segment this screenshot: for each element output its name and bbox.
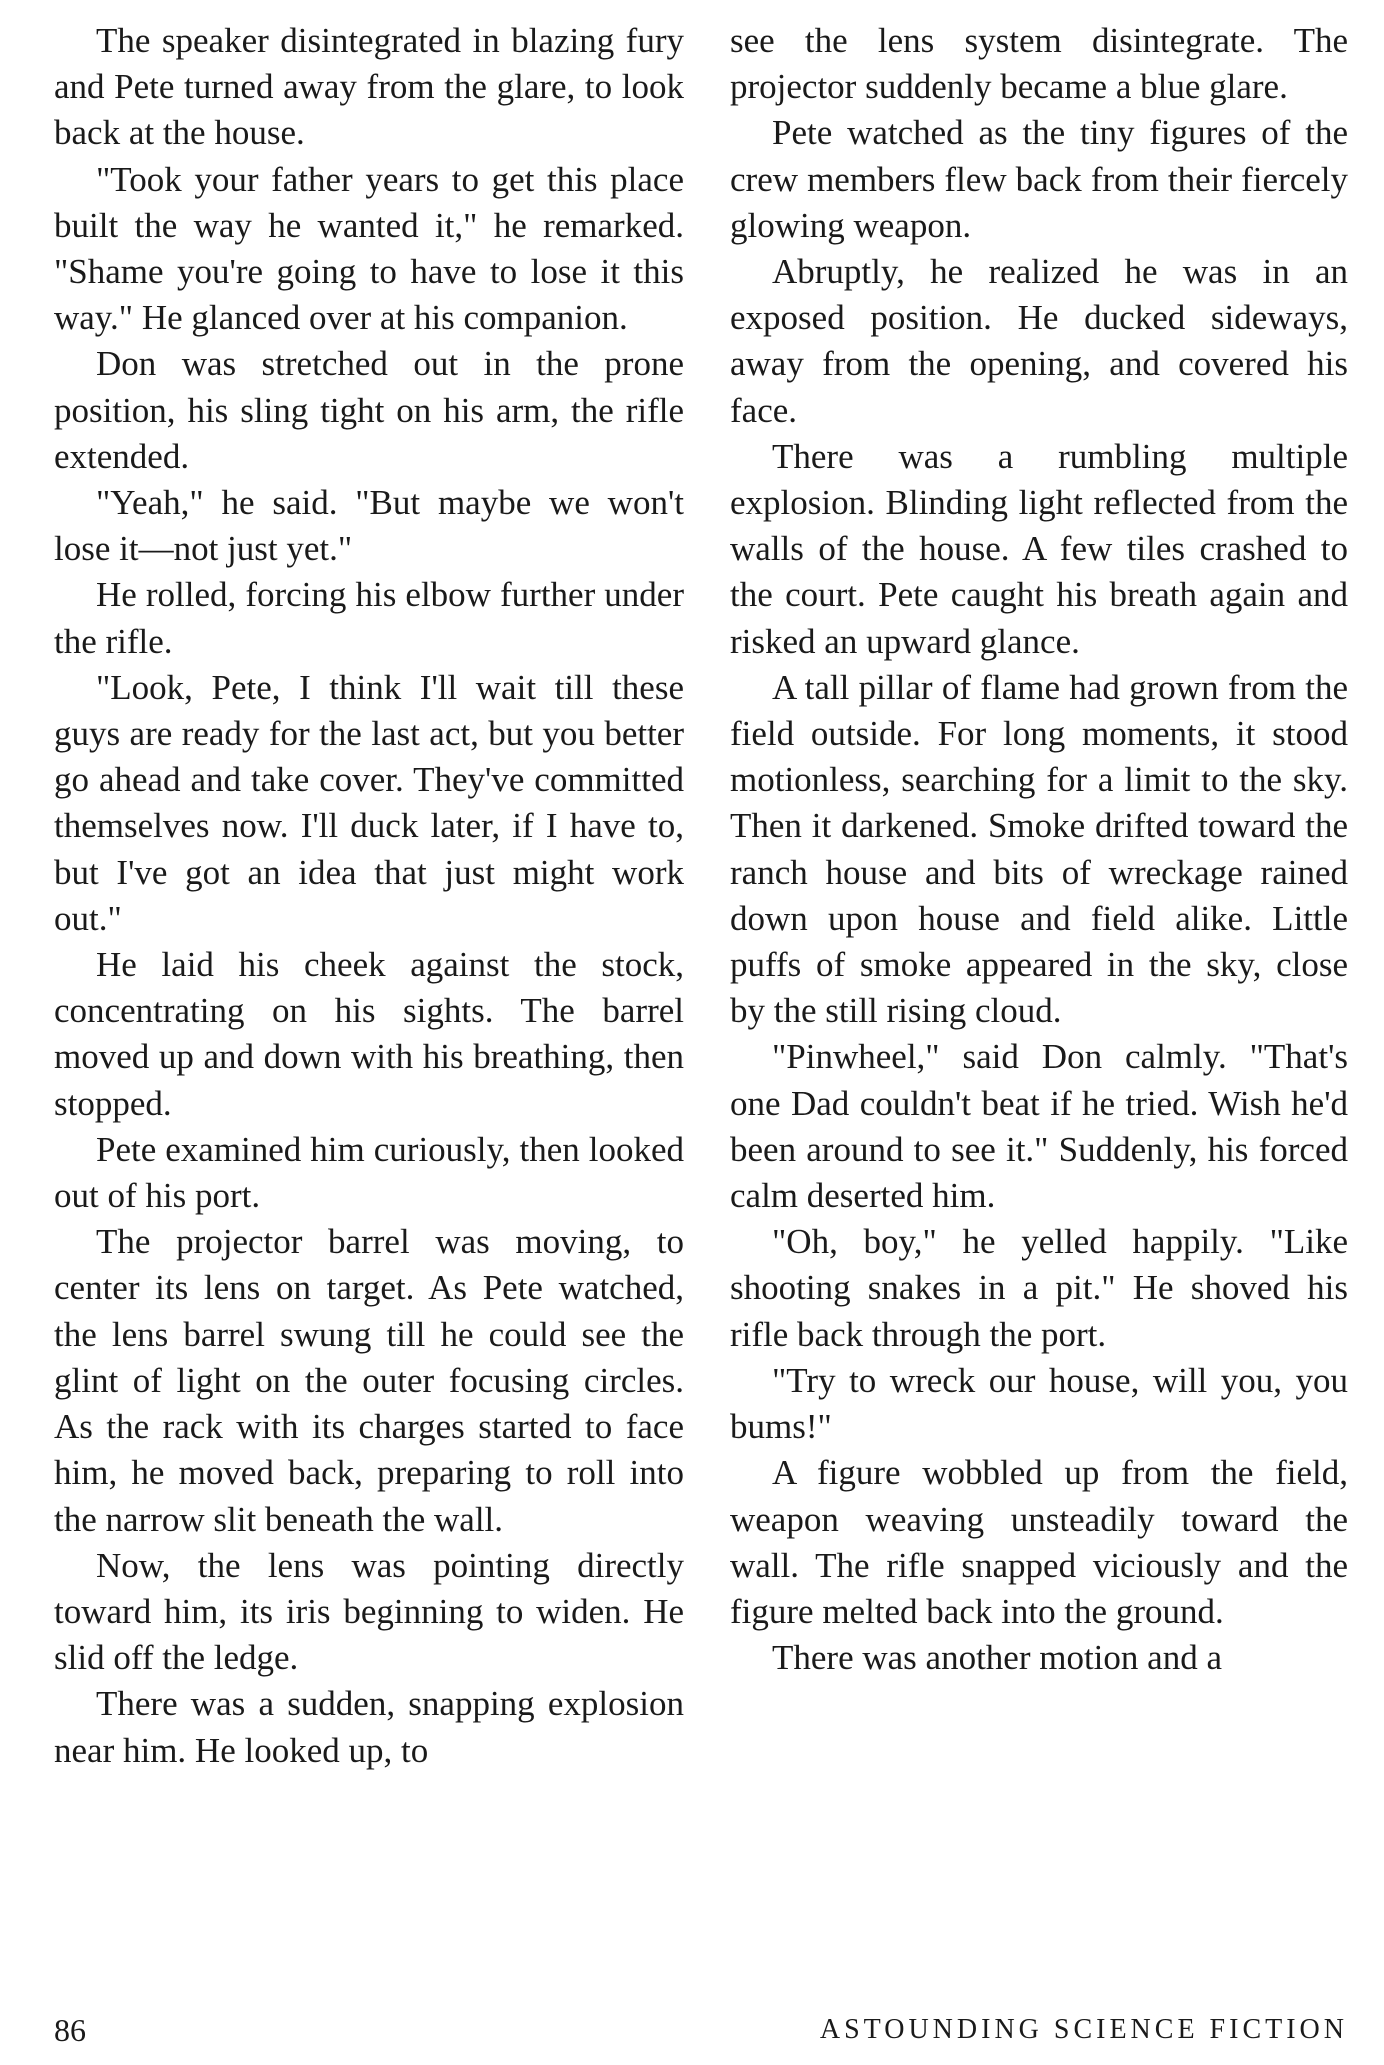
paragraph: "Oh, boy," he yelled happily. "Like shooting snakes in a pit." He shoved his rifle back through the port. [730,1222,1348,1354]
paragraph: A tall pillar of flame had grown from the field outside. For long moments, it stood motionless, searching for a limit to the sky. Then it darkened. Smoke drifted toward the ranch house and bits of wreckage rained down upon house and field alike. Little puffs of smoke appeared in the sky, close by the still rising cloud. [730,667,1348,1031]
paragraph: "Yeah," he said. "But maybe we won't lose it—not just yet." [54,483,684,569]
paragraph: A figure wobbled up from the field, weapon weaving unsteadily toward the wall. The rifle snapped viciously and the figure melted back into the ground. [730,1453,1348,1631]
paragraph: Pete examined him curiously, then looked out of his port. [54,1129,684,1216]
left-text-column [54,18,684,1774]
right-text-column [730,18,1348,1681]
continued-paragraph: see the lens system disintegrate. The projector suddenly became a blue glare. [730,21,1348,107]
paragraph: Now, the lens was pointing directly toward him, its iris beginning to widen. He slid off the ledge. [54,1545,684,1678]
paragraph: "Try to wreck our house, will you, you bums!" [730,1360,1348,1447]
paragraph: Abruptly, he realized he was in an exposed position. He ducked sideways, away from the opening, and covered his face. [730,252,1348,430]
paragraph: He rolled, forcing his elbow further under the rifle. [54,575,684,661]
paragraph: The speaker disintegrated in blazing fury and Pete turned away from the glare, to look back at the house. [54,21,684,153]
page-number: 86 [54,2012,86,2048]
paragraph: He laid his cheek against the stock, concentrating on his sights. The barrel moved up and down with his breathing, then stopped. [54,945,684,1123]
paragraph: The projector barrel was moving, to center its lens on target. As Pete watched, the lens barrel swung till he could see the glint of light on the outer focusing circles. As the rack with its charges started to face him, he moved back, preparing to roll into the narrow slit beneath the wall. [54,1222,684,1539]
paragraph: There was a rumbling multiple explosion. Blinding light reflected from the walls of the house. A few tiles crashed to the court. Pete caught his breath again and risked an upward glance. [730,436,1348,661]
paragraph: There was a sudden, snapping explosion near him. He looked up, to [54,1684,684,1770]
paragraph: "Pinwheel," said Don calmly. "That's one Dad couldn't beat if he tried. Wish he'd been around to see it." Suddenly, his forced calm deserted him. [730,1037,1348,1216]
running-title: ASTOUNDING SCIENCE FICTION [819,2014,1348,2045]
paragraph: "Took your father years to get this place built the way he wanted it," he remarked. "Shame you're going to have to lose it this way." He glanced over at his companion. [54,159,684,338]
paragraph: "Look, Pete, I think I'll wait till these guys are ready for the last act, but you better go ahead and take cover. They've committed themselves now. I'll duck later, if I have to, but I've got an idea that just might work out." [54,667,684,938]
paragraph: Don was stretched out in the prone position, his sling tight on his arm, the rifle extended. [54,344,684,476]
paragraph: Pete watched as the tiny figures of the crew members flew back from their fiercely glowing weapon. [730,113,1348,245]
paragraph: There was another motion and a [772,1638,1222,1678]
